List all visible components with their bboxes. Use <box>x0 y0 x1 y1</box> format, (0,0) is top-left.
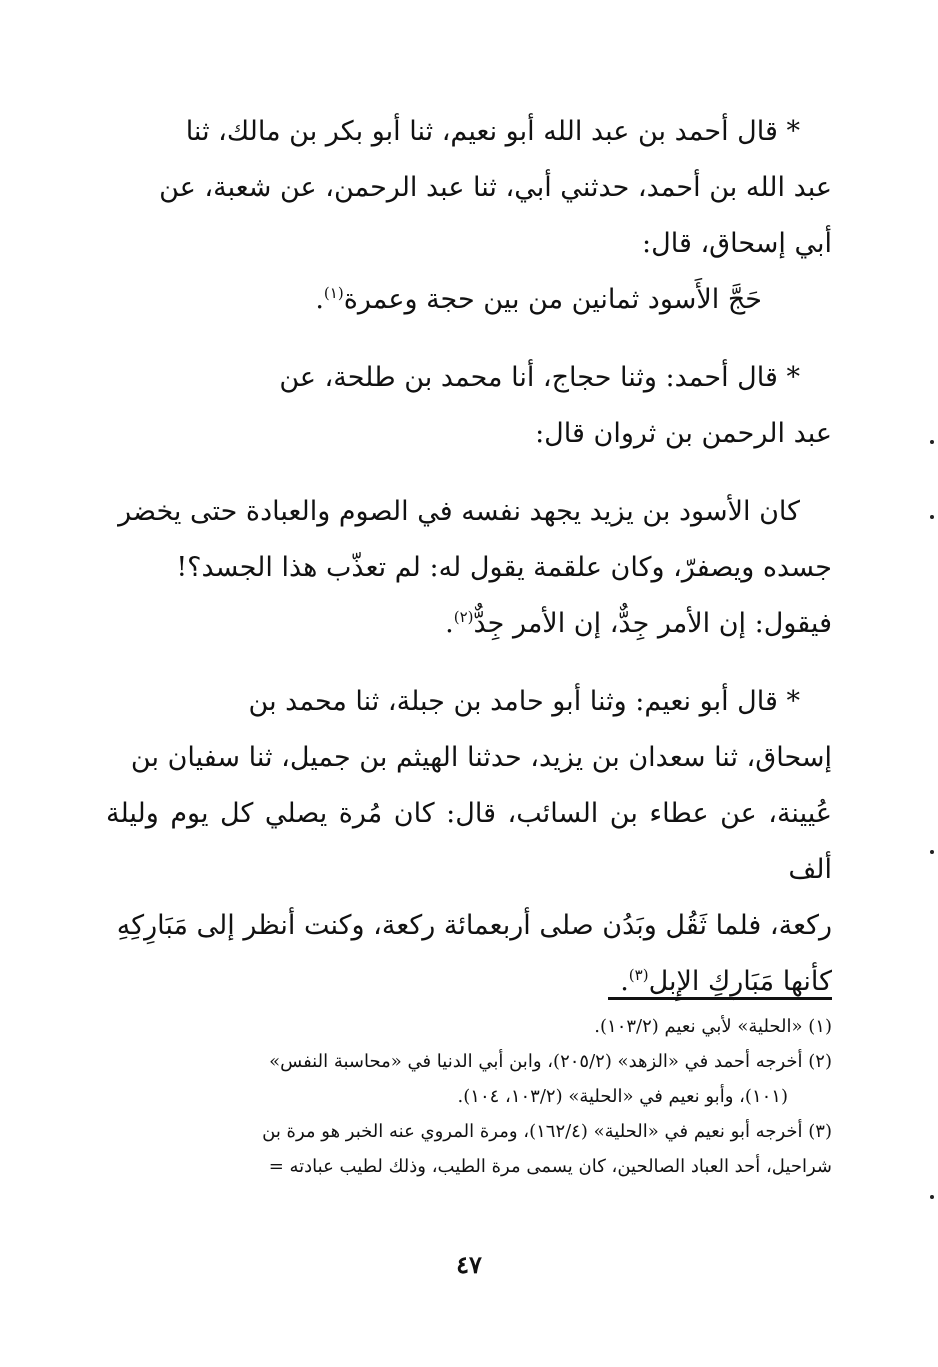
text-line: كان الأسود بن يزيد يجهد نفسه في الصوم والعبادة حتى يخضر <box>118 496 800 527</box>
footnote-number: (١) <box>808 1016 832 1037</box>
footnote-1 <box>106 1009 832 1044</box>
full-stop: . <box>620 966 629 997</box>
footnote-text: «الحلية» لأبي نعيم (١٠٣/٢). <box>594 1016 803 1037</box>
scan-speck <box>930 440 934 444</box>
paragraph-gap <box>106 462 832 484</box>
footnote-ref: (٢) <box>453 608 474 626</box>
text-line: عُيينة، عن عطاء بن السائب، قال: كان مُرة يصلي كل يوم وليلة ألف <box>106 798 832 885</box>
footnote-number: (٣) <box>808 1121 832 1142</box>
paragraph-2 <box>106 272 832 328</box>
paragraph-3 <box>106 350 832 462</box>
text-line: عبد الله بن أحمد، حدثني أبي، ثنا عبد الرحمن، عن شعبة، عن <box>159 172 832 203</box>
footnote-2-continued: (١٠١)، وأبو نعيم في «الحلية» (١٠٣/٢، ١٠٤). <box>457 1086 788 1107</box>
text-line: عبد الرحمن بن ثروان قال: <box>535 418 832 449</box>
paragraph-5 <box>106 674 832 1010</box>
scan-speck <box>930 850 934 854</box>
footnote-3 <box>106 1114 832 1149</box>
paragraph-1 <box>106 104 832 272</box>
text-line-last <box>106 596 832 652</box>
main-text <box>106 104 832 1010</box>
full-stop: . <box>315 284 324 315</box>
footnote-number: (٢) <box>808 1051 832 1072</box>
text-line: حَجَّ الأَسود ثمانين من بين حجة وعمرة <box>343 284 762 315</box>
text-line-last <box>106 954 832 1010</box>
paragraph-4 <box>106 484 832 652</box>
full-stop: . <box>445 608 454 639</box>
footnote-ref: (٣) <box>628 966 649 984</box>
page-number: ٤٧ <box>456 1250 482 1279</box>
scan-speck <box>930 1195 934 1199</box>
text-line: أبي إسحاق، قال: <box>642 228 832 259</box>
text-line: كأنها مَبَارِكِ الإِبل <box>648 966 832 997</box>
text-line: * قال أحمد: وثنا حجاج، أنا محمد بن طلحة، عن <box>279 362 800 393</box>
footnote-ref: (١) <box>323 284 344 302</box>
text-line: جسده ويصفرّ، وكان علقمة يقول له: لم تعذّب هذا الجسد؟! <box>176 552 832 583</box>
footnote-text: أخرجه أبو نعيم في «الحلية» (١٦٢/٤)، ومرة المروي عنه الخبر هو مرة بن <box>262 1121 803 1142</box>
paragraph-gap <box>106 328 832 350</box>
footnote-2 <box>106 1044 832 1079</box>
text-line: * قال أبو نعيم: وثنا أبو حامد بن جبلة، ثنا محمد بن <box>248 686 800 717</box>
text-line: إسحاق، ثنا سعدان بن يزيد، حدثنا الهيثم بن جميل، ثنا سفيان بن <box>130 742 832 773</box>
footnote-separator <box>608 997 832 1000</box>
paragraph-gap <box>106 652 832 674</box>
text-line: * قال أحمد بن عبد الله أبو نعيم، ثنا أبو بكر بن مالك، ثنا <box>185 116 800 147</box>
scan-speck <box>930 515 934 519</box>
footnotes <box>106 1009 832 1184</box>
text-line: ركعة، فلما ثَقُل وبَدُن صلى أربعمائة ركعة، وكنت أنظر إلى مَبَارِكِهِ <box>116 910 832 941</box>
footnote-text: أخرجه أحمد في «الزهد» (٢٠٥/٢)، وابن أبي الدنيا في «محاسبة النفس» <box>269 1051 803 1072</box>
text-line: فيقول: إن الأمر جِدٌّ، إن الأمر جِدٌّ <box>473 608 832 639</box>
footnote-3-continued: شراحيل، أحد العباد الصالحين، كان يسمى مرة الطيب، وذلك لطيب عبادته = <box>268 1156 832 1177</box>
